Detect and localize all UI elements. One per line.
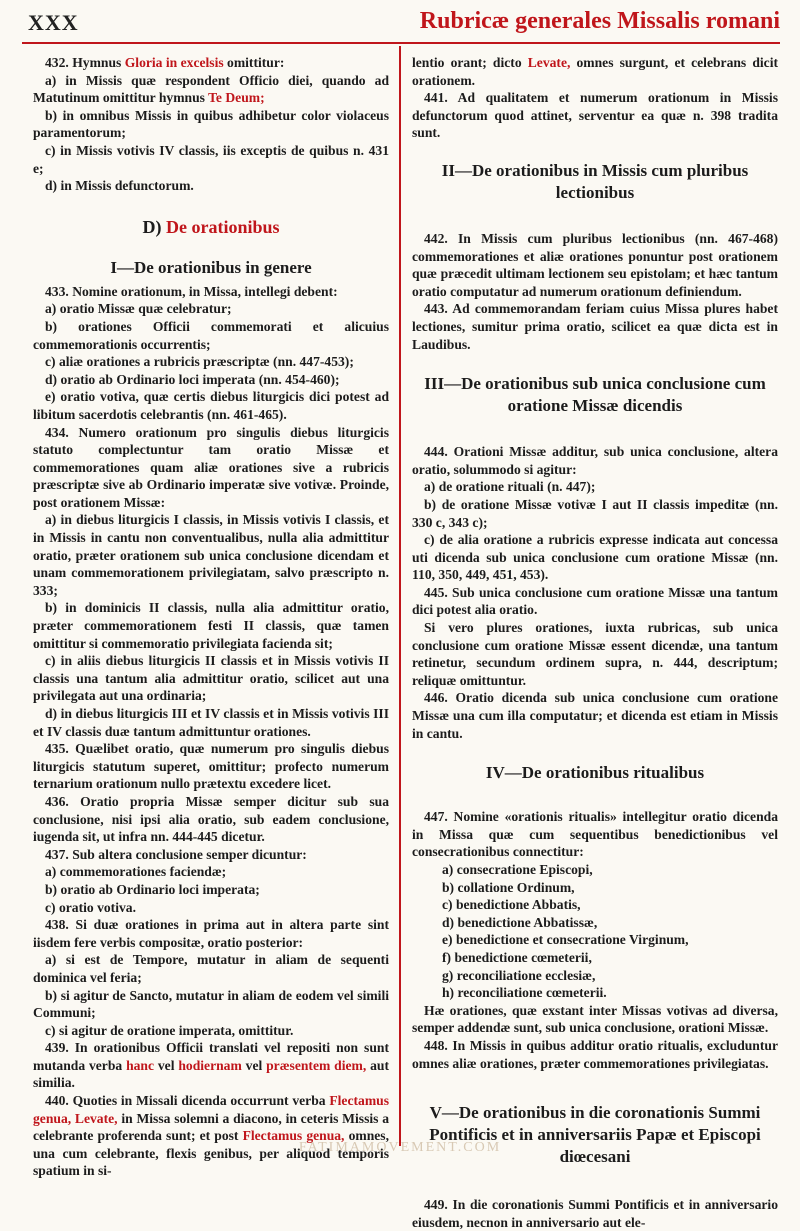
- item-437b: b) oratio ab Ordinario loci imperata;: [45, 881, 260, 897]
- paragraph-434: 434. Numero orationum pro singulis diebus liturgicis statuto complectuntur tam oratio Missæ et commemorationes quam aliæ orationes sive a rubricis præscriptæ sive ab Ordinario imperatæ sive votivæ. Proinde, post orationem Missæ:: [33, 424, 389, 510]
- item-437c: c) oratio votiva.: [45, 899, 136, 915]
- paragraph-449: 449. In die coronationis Summi Pontificis et in anniversario eiusdem, necnon in anniversario aut ele-: [412, 1197, 778, 1230]
- paragraph-446: 446. Oratio dicenda sub unica conclusione cum oratione Missæ una cum illa computatur; et dicenda est etiam in Missis in cantu.: [412, 690, 778, 741]
- heading-4: IV—De orationibus ritualibus: [485, 763, 705, 783]
- item-432b: b) in omnibus Missis in quibus adhibetur color violaceus paramentorum;: [33, 107, 389, 141]
- item-444c: c) de alia oratione a rubricis expresse indicata aut concessa uti dicenda sub unica conclusione cum oratione Missæ (nn. 110, 350, 449, 451, 453).: [412, 532, 778, 583]
- list-item: c) benedictione Abbatis,: [442, 897, 581, 913]
- paragraph-437: 437. Sub altera conclusione semper dicuntur:: [45, 846, 307, 862]
- page-number: XXX: [28, 10, 79, 35]
- item-438b: b) si agitur de Sancto, mutatur in aliam de eodem vel simili Communi;: [33, 987, 389, 1021]
- paragraph-439: 439. In orationibus Officii translati vel repositi non sunt mutanda verba hanc vel hodiernam vel præsentem diem, aut similia.: [33, 1040, 390, 1091]
- list-item: e) benedictione et consecratione Virginum,: [442, 932, 689, 948]
- list-item: h) reconciliatione cœmeterii.: [442, 985, 607, 1001]
- item-433b: b) orationes Officii commemorati et alicuius commemorationis occurrentis;: [33, 318, 389, 352]
- right-column: [412, 54, 778, 1231]
- item-434b: b) in dominicis II classis, nulla alia admittitur oratio, præter commemorationem festi II classis, quæ tamen omittitur si commemoratio privilegiata facienda sit;: [33, 600, 389, 651]
- item-432d: d) in Missis defunctorum.: [45, 178, 194, 194]
- heading-2: II—De orationibus in Missis cum pluribus lectionibus: [441, 160, 749, 202]
- paragraph-438: 438. Si duæ orationes in prima aut in altera parte sint iisdem fere verbis compositæ, oratio posterior:: [33, 917, 389, 950]
- item-433a: a) oratio Missæ quæ celebratur;: [45, 301, 232, 317]
- list-item: b) collatione Ordinum,: [442, 879, 575, 895]
- section-d-title: D) De orationibus: [142, 216, 280, 237]
- paragraph-443: 443. Ad commemorandam feriam cuius Missa plures habet lectiones, sumitur prima oratio, scilicet ea quæ dicta est in Laudibus.: [412, 301, 778, 352]
- paragraph-436: 436. Oratio propria Missæ semper dicitur sub sua conclusione, nisi ipsi alia oratio, sub eadem conclusione, iugenda sit, ut infra nn. 444-445 dicetur.: [33, 793, 389, 845]
- list-item: a) consecratione Episcopi,: [442, 862, 593, 877]
- item-434a: a) in diebus liturgicis I classis, in Missis votivis I classis, et in Missis in cantu non conventualibus, nulla alia admittitur oratio, præter orationem sub unica conclusione dicendam et unam commemorationem privilegiatam, salvo præscripto n. 333;: [33, 512, 389, 598]
- paragraph-442: 442. In Missis cum pluribus lectionibus (nn. 467-468) commemorationes et aliæ orationes ponuntur post orationem quæ præcedit ultimam lectionem seu epistolam; et hæc tantum oratio computatur ad numerum orationum definiendum.: [412, 230, 778, 299]
- item-434d: d) in diebus liturgicis III et IV classis et in Missis votivis III et IV classis duæ tantum admittuntur orationes.: [33, 706, 389, 739]
- item-444b: b) de oratione Missæ votivæ I aut II classis impeditæ (nn. 330 c, 343 c);: [412, 496, 778, 530]
- paragraph-448: 448. In Missis in quibus additur oratio ritualis, excluduntur omnes aliæ orationes, præter commemorationes privilegiatas.: [412, 1037, 778, 1071]
- paragraph-447-continued: Hæ orationes, quæ exstant inter Missas votivas ad diversa, semper addendæ sunt, sub unica conclusione, orationi Missæ.: [412, 1002, 778, 1036]
- paragraph-440: 440. Quoties in Missali dicenda occurrunt verba Flectamus genua, Levate, in Missa solemni a diacono, in ceteris Missis a celebrante proferenda sunt; et post Flectamus genua, omnes, una cum celebrante, flexis genibus, per aliquod temporis spatium in si-: [33, 1093, 389, 1179]
- item-434c: c) in aliis diebus liturgicis II classis et in Missis votivis II classis una tantum alia admittitur oratio, scilicet aut una privilegata aut una ordinaria;: [33, 653, 389, 704]
- item-437a: a) commemorationes faciendæ;: [45, 864, 227, 880]
- item-438c: c) si agitur de oratione imperata, omittitur.: [45, 1022, 294, 1038]
- heading-3: III—De orationibus sub unica conclusione cum oratione Missæ dicendis: [424, 374, 766, 416]
- rite-list: [412, 861, 778, 1002]
- paragraph-445: 445. Sub unica conclusione cum oratione Missæ una tantum dici potest alia oratio.: [412, 584, 778, 618]
- heading-1: I—De orationibus in genere: [110, 257, 312, 277]
- list-item: d) benedictione Abbatissæ,: [442, 914, 598, 930]
- header-rule: [22, 42, 780, 44]
- paragraph-435: 435. Quælibet oratio, quæ numerum pro singulis diebus liturgicis statutum superet, omittitur; profecto numerum ternarium orationum nullo prætextu excedere licet.: [33, 741, 389, 792]
- paragraph-444: 444. Orationi Missæ additur, sub unica conclusione, altera oratio, solummodo si agitur:: [412, 444, 778, 477]
- item-433d: d) oratio ab Ordinario loci imperata (nn. 454-460);: [45, 371, 340, 387]
- paragraph-445-continued: Si vero plures orationes, iuxta rubricas, sub unica conclusione cum oratione Missæ essent dicendæ, una tantum retinetur, secundum ordinem supra, n. 444, descriptum; reliquæ omittuntur.: [412, 620, 778, 688]
- list-item: f) benedictione cœmeterii,: [442, 949, 592, 965]
- running-title: Rubricæ generales Missalis romani: [419, 8, 780, 34]
- paragraph-433: 433. Nomine orationum, in Missa, intellegi debent:: [45, 283, 338, 299]
- item-438a: a) si est de Tempore, mutatur in aliam de sequenti dominica vel feria;: [33, 952, 389, 985]
- item-432a: a) in Missis quæ respondent Officio diei, quando ad Matutinum omittitur hymnus Te Deum;: [33, 72, 389, 106]
- column-divider: [399, 46, 401, 1146]
- heading-5: V—De orationibus in die coronationis Summi Pontificis et in anniversariis Papæ et Episcopi diœcesani: [429, 1103, 761, 1167]
- watermark: FATIMAMOVEMENT.COM: [298, 1140, 502, 1155]
- item-444a: a) de oratione rituali (n. 447);: [424, 479, 596, 495]
- paragraph-440-continued: lentio orant; dicto Levate, omnes surgunt, et celebrans dicit orationem.: [412, 55, 779, 88]
- left-column: [33, 54, 389, 1180]
- page-header: [22, 8, 780, 38]
- paragraph-441: 441. Ad qualitatem et numerum orationum in Missis defunctorum quod attinet, serventur ea quæ n. 398 tradita sunt.: [412, 90, 778, 141]
- item-432c: c) in Missis votivis IV classis, iis exceptis de quibus n. 431 e;: [33, 142, 389, 176]
- list-item: g) reconciliatione ecclesiæ,: [442, 967, 596, 983]
- paragraph-432: 432. Hymnus Gloria in excelsis omittitur:: [45, 55, 285, 70]
- paragraph-447: 447. Nomine «orationis ritualis» intellegitur oratio dicenda in Missa quæ cum sequentibus benedictionibus vel consecrationibus connectitur:: [412, 809, 778, 860]
- item-433e: e) oratio votiva, quæ certis diebus liturgicis dici potest ad libitum sacerdotis celebrantis (nn. 461-465).: [33, 389, 389, 422]
- item-433c: c) aliæ orationes a rubricis præscriptæ (nn. 447-453);: [45, 354, 354, 370]
